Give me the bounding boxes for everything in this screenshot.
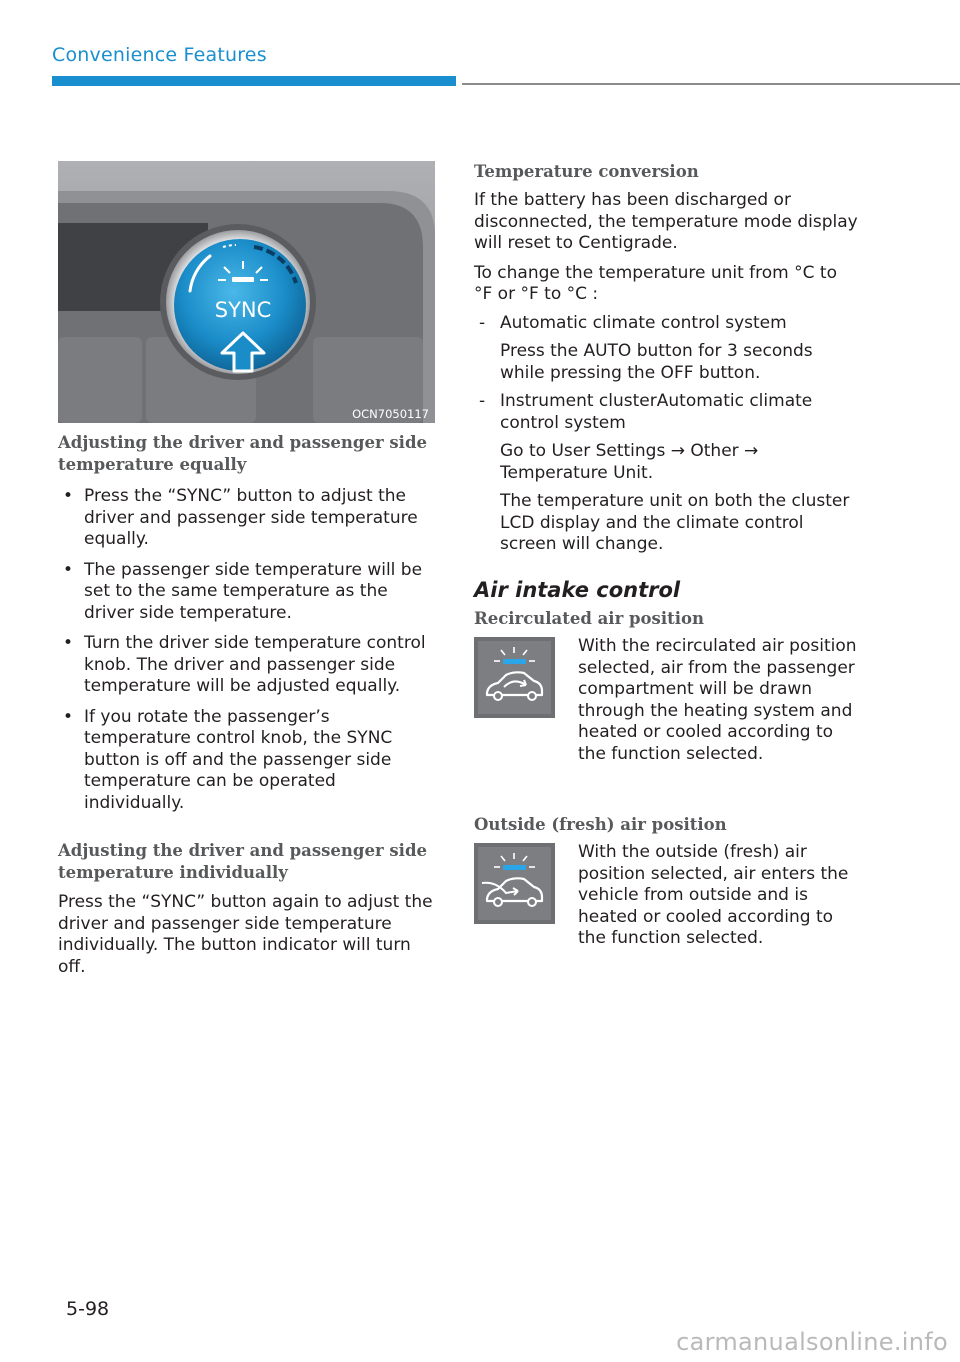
list-item <box>474 313 858 335</box>
bullet-mark: • <box>63 633 74 653</box>
bullet-list <box>58 486 438 814</box>
list-item-text: Press the AUTO button for 3 seconds while pressing the OFF button. <box>500 341 813 383</box>
list-item-text: Go to User Settings → Other → Temperature Unit. <box>500 441 759 483</box>
figure-code: OCN7050117 <box>352 407 429 421</box>
right-column <box>474 161 858 630</box>
paragraph-conversion-reset: If the battery has been discharged or disconnected, the temperature mode display will reset to Centigrade. <box>474 190 858 253</box>
list-item-text: The passenger side temperature will be set to the same temperature as the driver side temperature. <box>84 559 423 623</box>
list-item-text: If you rotate the passenger’s temperature control knob, the SYNC button is off and the passenger side temperature can be operated individually. <box>84 706 393 813</box>
paragraph-adjust-individually: Press the “SYNC” button again to adjust the driver and passenger side temperature individually. The button indicator will turn off. <box>58 892 433 977</box>
dash-mark: - <box>479 312 486 333</box>
list-item-title: Automatic climate control system <box>500 312 787 333</box>
heading-air-intake-control: Air intake control <box>474 577 681 602</box>
list-item-text: The temperature unit on both the cluster LCD display and the climate control screen will change. <box>500 491 850 554</box>
bullet-mark: • <box>63 706 74 727</box>
heading-recirculated-air: Recirculated air position <box>474 608 705 628</box>
header-rule <box>462 83 960 85</box>
paragraph-recirculated-air: With the recirculated air position selected, air from the passenger compartment will be drawn through the heating system and heated or cooled according to the function selected. <box>578 636 857 764</box>
list-item-title: Instrument clusterAutomatic climate control system <box>500 391 813 433</box>
sync-button-figure <box>58 161 435 423</box>
list-item <box>58 707 438 815</box>
heading-adjust-individually: Adjusting the driver and passenger side temperature individually <box>58 841 427 882</box>
list-item-text: Press the “SYNC” button to adjust the driver and passenger side temperature equally. <box>84 486 418 549</box>
recirculated-air-icon <box>474 637 555 718</box>
heading-adjust-equally: Adjusting the driver and passenger side temperature equally <box>58 433 427 474</box>
paragraph-conversion-how: To change the temperature unit from °C to °F or °F to °C : <box>474 262 837 304</box>
page-number: 5-98 <box>66 1298 110 1320</box>
watermark: carmanualsonline.info <box>676 1328 948 1356</box>
left-column <box>58 432 438 978</box>
list-item <box>58 633 438 698</box>
sync-button-illustration <box>58 161 435 423</box>
heading-temperature-conversion: Temperature conversion <box>474 162 699 181</box>
bullet-mark: • <box>63 559 74 580</box>
list-item <box>58 486 438 551</box>
outside-air-icon <box>474 843 555 924</box>
heading-outside-air: Outside (fresh) air position <box>474 815 727 834</box>
section-title: Convenience Features <box>52 44 267 66</box>
bullet-mark: • <box>63 486 74 506</box>
list-item <box>474 391 858 434</box>
dash-mark: - <box>479 391 486 411</box>
list-item <box>58 560 438 625</box>
list-item-text: Turn the driver side temperature control knob. The driver and passenger side temperature will be adjusted equally. <box>84 633 426 696</box>
header-rule-accent <box>52 76 456 86</box>
paragraph-outside-air: With the outside (fresh) air position selected, air enters the vehicle from outside and is heated or cooled according to the function selected. <box>578 842 849 948</box>
sync-button-label: SYNC <box>214 298 272 322</box>
